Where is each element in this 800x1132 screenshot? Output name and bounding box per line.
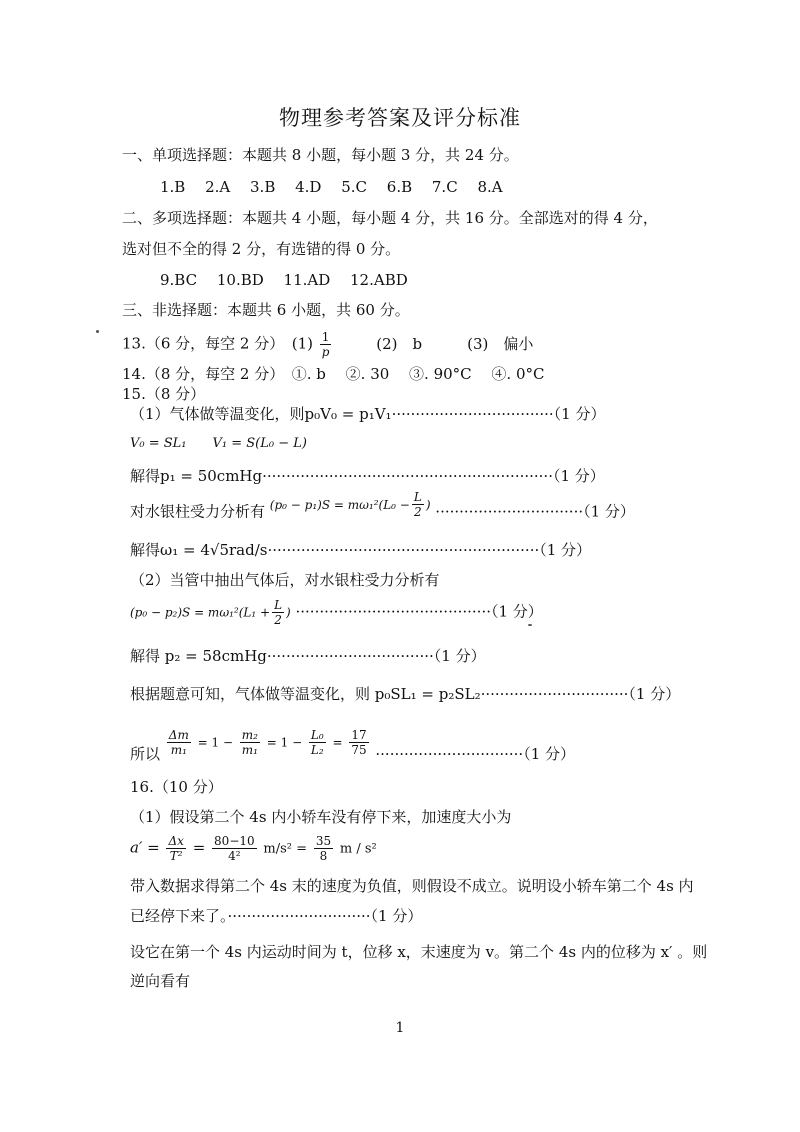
scan-speck <box>96 330 99 333</box>
q16-l2-f3-den: 8 <box>319 849 328 863</box>
q15-line7 <box>130 598 543 627</box>
q16-line4: 已经停下来了。······························（1 分） <box>130 907 423 925</box>
q15-l7-dots: ·········································（1 分） <box>295 602 543 621</box>
page-title: 物理参考答案及评分标准 <box>279 106 521 130</box>
q15-l10-mid2: = 1 − <box>266 735 303 750</box>
q16-l2-f1-num: Δx <box>168 834 184 848</box>
q15-line5: 解得ω₁ = 4√5rad/s·························································（1 分） <box>130 541 592 559</box>
q15-l4-math: (p₀ − p₁)S = mω₁²(L₀ − <box>269 497 410 512</box>
q16-line3: 带入数据求得第二个 4s 末的速度为负值，则假设不成立。说明设小轿车第二个 4s 内 <box>130 877 694 895</box>
q13-line <box>122 330 533 359</box>
q15-l7-fraction <box>272 598 284 627</box>
q15-header: 15.（8 分） <box>122 385 206 403</box>
q15-l10-frac1 <box>167 728 191 757</box>
q16-l2-f1-den: T² <box>169 849 183 863</box>
q15-l4-num: L <box>413 490 422 504</box>
q15-l10-mid3: = <box>332 735 343 750</box>
q15-l10-f3-den: L₂ <box>310 743 324 757</box>
q15-l7-math: (p₀ − p₂)S = mω₁²(L₁ + <box>130 605 271 620</box>
q13-rest: (2) b (3) 偏小 <box>376 334 534 353</box>
section1-answers: 1.B 2.A 3.B 4.D 5.C 6.B 7.C 8.A <box>160 178 503 196</box>
q15-line2: V₀ = SL₁ V₁ = S(L₀ − L) <box>130 436 307 451</box>
q15-l10-dots: ·······························（1 分） <box>375 744 576 763</box>
section2-answers: 9.BC 10.BD 11.AD 12.ABD <box>160 271 408 289</box>
q16-l2-f2-den: 4² <box>228 849 241 863</box>
q16-l2-eq1: = <box>192 838 206 857</box>
q15-l10-frac4 <box>349 728 368 757</box>
q15-l4-fraction <box>412 490 424 519</box>
q15-l10-f4-den: 75 <box>351 743 367 757</box>
page-number: 1 <box>395 1020 405 1036</box>
q15-l4-prefix: 对水银柱受力分析有 <box>130 502 266 521</box>
q13-frac-den: p <box>321 345 330 359</box>
q16-l2-f2-num: 80−10 <box>214 834 255 848</box>
q15-l10-f2-den: m₁ <box>241 743 258 757</box>
q15-line8: 解得 p₂ = 58cmHg···································（1 分） <box>130 647 486 665</box>
q15-l7-tail: ) <box>286 605 291 620</box>
section2-heading-cont: 选对但不全的得 2 分，有选错的得 0 分。 <box>122 240 401 258</box>
q16-l2-frac2 <box>212 834 257 863</box>
q16-l2-unit2: m / s² <box>339 841 377 857</box>
section2-heading: 二、多项选择题：本题共 4 小题，每小题 4 分，共 16 分。全部选对的得 4 分， <box>122 209 658 227</box>
q15-line6: （2）当管中抽出气体后，对水银柱受力分析有 <box>130 571 440 589</box>
q16-line1: （1）假设第二个 4s 内小轿车没有停下来，加速度大小为 <box>130 808 512 826</box>
q15-l4-tail: ) <box>425 497 431 512</box>
q15-l7-den: 2 <box>274 613 282 627</box>
q15-l10-prefix: 所以 <box>130 744 161 763</box>
q15-l10-frac2 <box>240 728 260 757</box>
q14-line: 14.（8 分，每空 2 分） ①. b ②. 30 ③. 90°C ④. 0°C <box>122 365 545 383</box>
q13-prefix: 13.（6 分，每空 2 分） (1) <box>122 334 313 353</box>
q15-line4 <box>130 490 635 527</box>
section1-heading: 一、单项选择题：本题共 8 小题，每小题 3 分，共 24 分。 <box>122 146 519 164</box>
q15-l10-mid1: = 1 − <box>197 735 233 750</box>
q16-l2-unit1: m/s² = <box>263 841 308 857</box>
q16-line5: 设它在第一个 4s 内运动时间为 t，位移 x，末速度为 v。第二个 4s 内的位移为 x′ 。则 <box>130 943 708 961</box>
q16-l2-f3-num: 35 <box>315 834 332 848</box>
q16-l2-a: a′ = <box>130 838 160 857</box>
section3-heading: 三、非选择题：本题共 6 小题，共 60 分。 <box>122 301 410 319</box>
q15-l10-f4-num: 17 <box>351 728 367 742</box>
q15-line10 <box>130 728 576 763</box>
q15-l4-den: 2 <box>414 505 422 519</box>
q15-line9: 根据题意可知，气体做等温变化，则 p₀SL₁ = p₂SL₂·······························（1 分） <box>130 685 681 703</box>
q15-line1: （1）气体做等温变化，则p₀V₀ = p₁V₁··································（1 分） <box>130 405 606 423</box>
q15-l10-f3-num: L₀ <box>310 728 324 742</box>
q15-l10-f1-den: m₁ <box>170 743 187 757</box>
q15-line3: 解得p₁ = 50cmHg·····························································（1 分） <box>130 467 605 485</box>
q15-l10-frac3 <box>309 728 326 757</box>
q16-l2-frac3 <box>314 834 333 863</box>
q16-l2-frac1 <box>166 834 185 863</box>
q16-header: 16.（10 分） <box>130 778 223 796</box>
q13-frac-num: 1 <box>320 330 332 345</box>
q15-l4-dots: ·······························（1 分） <box>435 502 635 521</box>
q16-line6: 逆向看有 <box>130 972 191 990</box>
scan-speck <box>528 624 532 626</box>
q15-l10-f2-num: m₂ <box>241 728 258 742</box>
q13-fraction <box>320 330 332 359</box>
q15-l7-num: L <box>274 598 283 612</box>
q16-line2 <box>130 834 377 863</box>
q15-l10-f1-num: Δm <box>168 728 189 742</box>
